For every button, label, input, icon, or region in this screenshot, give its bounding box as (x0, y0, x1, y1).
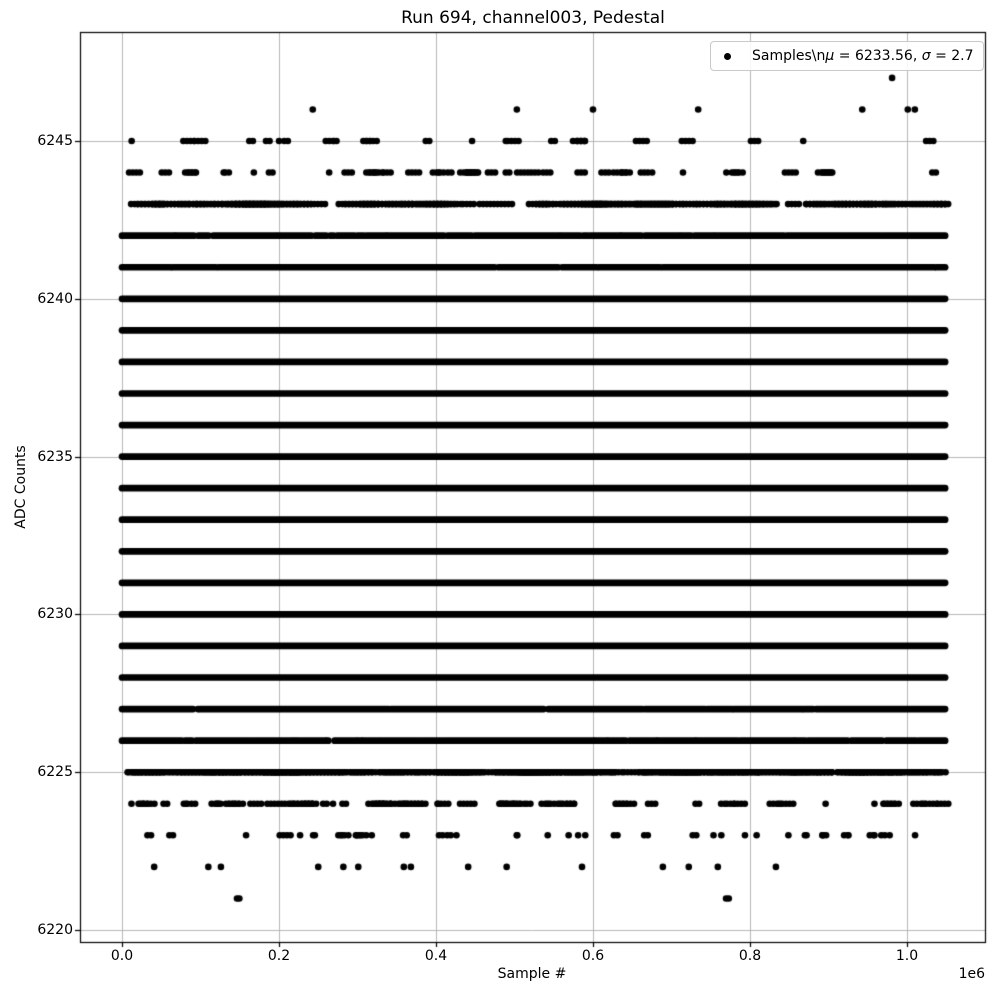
x-tick-label: 1.0 (895, 948, 919, 964)
x-tick-label: 0.8 (738, 948, 762, 964)
y-tick-label: 6240 (37, 290, 73, 307)
legend-marker-dot (724, 53, 731, 60)
y-tick-label: 6220 (37, 922, 73, 938)
y-tick-label: 6225 (37, 764, 73, 781)
x-tick-label: 0.4 (424, 948, 448, 964)
x-tick-label: 0.0 (110, 948, 134, 964)
x-tick-label: 0.2 (267, 948, 291, 964)
legend-label: Samples\nμ = 6233.56, σ = 2.7 (752, 48, 974, 64)
y-axis-label: ADC Counts (13, 445, 29, 529)
y-tick-label: 6245 (37, 133, 73, 149)
x-axis-label: Sample # (497, 966, 567, 982)
chart-title: Run 694, channel003, Pedestal (401, 8, 665, 28)
x-tick-label: 0.6 (581, 948, 605, 964)
legend (710, 41, 984, 71)
y-tick-label: 6235 (37, 448, 73, 465)
y-tick-label: 6230 (37, 606, 73, 623)
x-axis-offset-label: 1e6 (958, 966, 985, 982)
